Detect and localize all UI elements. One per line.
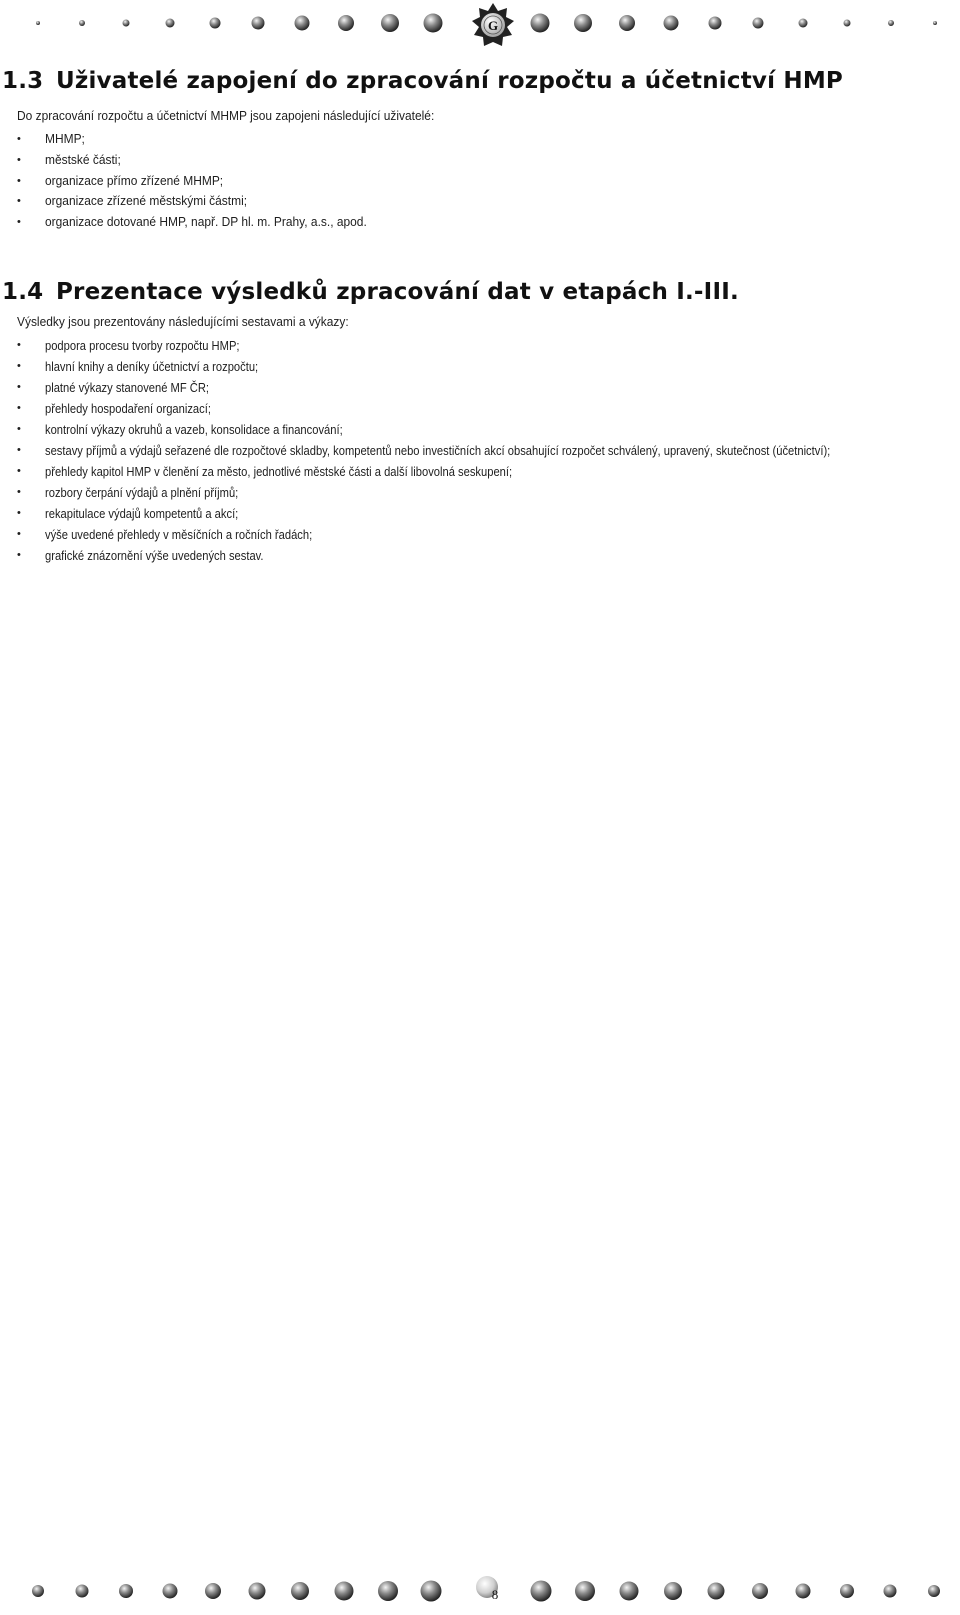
list-item: • podpora procesu tvorby rozpočtu HMP;	[17, 335, 958, 356]
sphere-dot	[575, 1581, 595, 1601]
sphere-dot	[708, 1583, 725, 1600]
list-item: • rekapitulace výdajů kompetentů a akcí;	[17, 503, 958, 524]
sphere-dot	[291, 1582, 309, 1600]
section-number: 1.3	[2, 68, 44, 94]
list-item: • hlavní knihy a deníky účetnictví a rozpočtu;	[17, 356, 958, 377]
sphere-dot	[249, 1583, 266, 1600]
sphere-dot	[381, 14, 399, 32]
sphere-dot	[664, 16, 679, 31]
sphere-dot	[79, 20, 85, 26]
section-heading	[2, 68, 843, 94]
sphere-dot	[799, 19, 808, 28]
sphere-dot	[32, 1585, 44, 1597]
section-title: Prezentace výsledků zpracování dat v etapách I.-III.	[56, 279, 739, 305]
sphere-dot	[163, 1584, 178, 1599]
sphere-dot	[421, 1581, 442, 1602]
section-title: Uživatelé zapojení do zpracování rozpočtu a účetnictví HMP	[56, 68, 843, 94]
logo-letter: G	[487, 18, 499, 33]
section-intro: Výsledky jsou prezentovány následujícími sestavami a výkazy:	[17, 314, 349, 329]
list-item: • organizace zřízené městskými částmi;	[17, 191, 395, 212]
page-number: 8	[491, 1587, 499, 1602]
list-item: • MHMP;	[17, 129, 395, 150]
sphere-dot	[338, 15, 354, 31]
sphere-dot	[844, 20, 851, 27]
list-item: • městské části;	[17, 150, 395, 171]
sphere-dot	[295, 16, 310, 31]
sphere-dot	[252, 17, 265, 30]
sphere-dot	[123, 20, 130, 27]
sphere-dot	[531, 1581, 552, 1602]
list-item: • grafické znázornění výše uvedených sestav.	[17, 545, 958, 566]
gear-logo-icon	[471, 1, 515, 49]
sphere-dot	[205, 1583, 221, 1599]
list-item: • přehledy kapitol HMP v členění za město, jednotlivé městské části a další libovolná seskupení;	[17, 461, 958, 482]
sphere-dot	[928, 1585, 940, 1597]
list-item: • přehledy hospodaření organizací;	[17, 398, 958, 419]
sphere-dot	[884, 1585, 897, 1598]
list-item: • sestavy příjmů a výdajů seřazené dle rozpočtové skladby, kompetentů nebo investičních akcí obsahující rozpočet schválený, upravený, skutečnost (účetnictví);	[17, 440, 958, 461]
sphere-dot	[210, 18, 221, 29]
section-intro: Do zpracování rozpočtu a účetnictví MHMP jsou zapojeni následující uživatelé:	[17, 108, 435, 123]
sphere-dot	[664, 1582, 682, 1600]
list-item: • platné výkazy stanovené MF ČR;	[17, 377, 958, 398]
sphere-dot	[378, 1581, 398, 1601]
section-number: 1.4	[2, 279, 44, 305]
sphere-dot	[753, 18, 764, 29]
sphere-dot	[752, 1583, 768, 1599]
list-item: • výše uvedené přehledy v měsíčních a ročních řadách;	[17, 524, 958, 545]
sphere-dot	[531, 14, 550, 33]
sphere-dot	[119, 1584, 133, 1598]
sphere-dot	[619, 15, 635, 31]
sphere-dot	[888, 20, 894, 26]
sphere-dot	[166, 19, 175, 28]
sphere-dot	[76, 1585, 89, 1598]
sphere-dot	[933, 21, 937, 25]
sphere-dot	[796, 1584, 811, 1599]
sphere-dot	[36, 21, 40, 25]
section-heading	[2, 279, 739, 305]
sphere-dot	[424, 14, 443, 33]
list-item: • organizace dotované HMP, např. DP hl. m. Prahy, a.s., apod.	[17, 212, 395, 233]
bullet-list	[17, 129, 395, 233]
sphere-dot	[335, 1582, 354, 1601]
list-item: • kontrolní výkazy okruhů a vazeb, konsolidace a financování;	[17, 419, 958, 440]
sphere-dot	[840, 1584, 854, 1598]
list-item: • organizace přímo zřízené MHMP;	[17, 171, 395, 192]
sphere-dot	[709, 17, 722, 30]
sphere-dot	[620, 1582, 639, 1601]
sphere-dot	[574, 14, 592, 32]
list-item: • rozbory čerpání výdajů a plnění příjmů;	[17, 482, 958, 503]
bullet-list	[17, 335, 958, 566]
